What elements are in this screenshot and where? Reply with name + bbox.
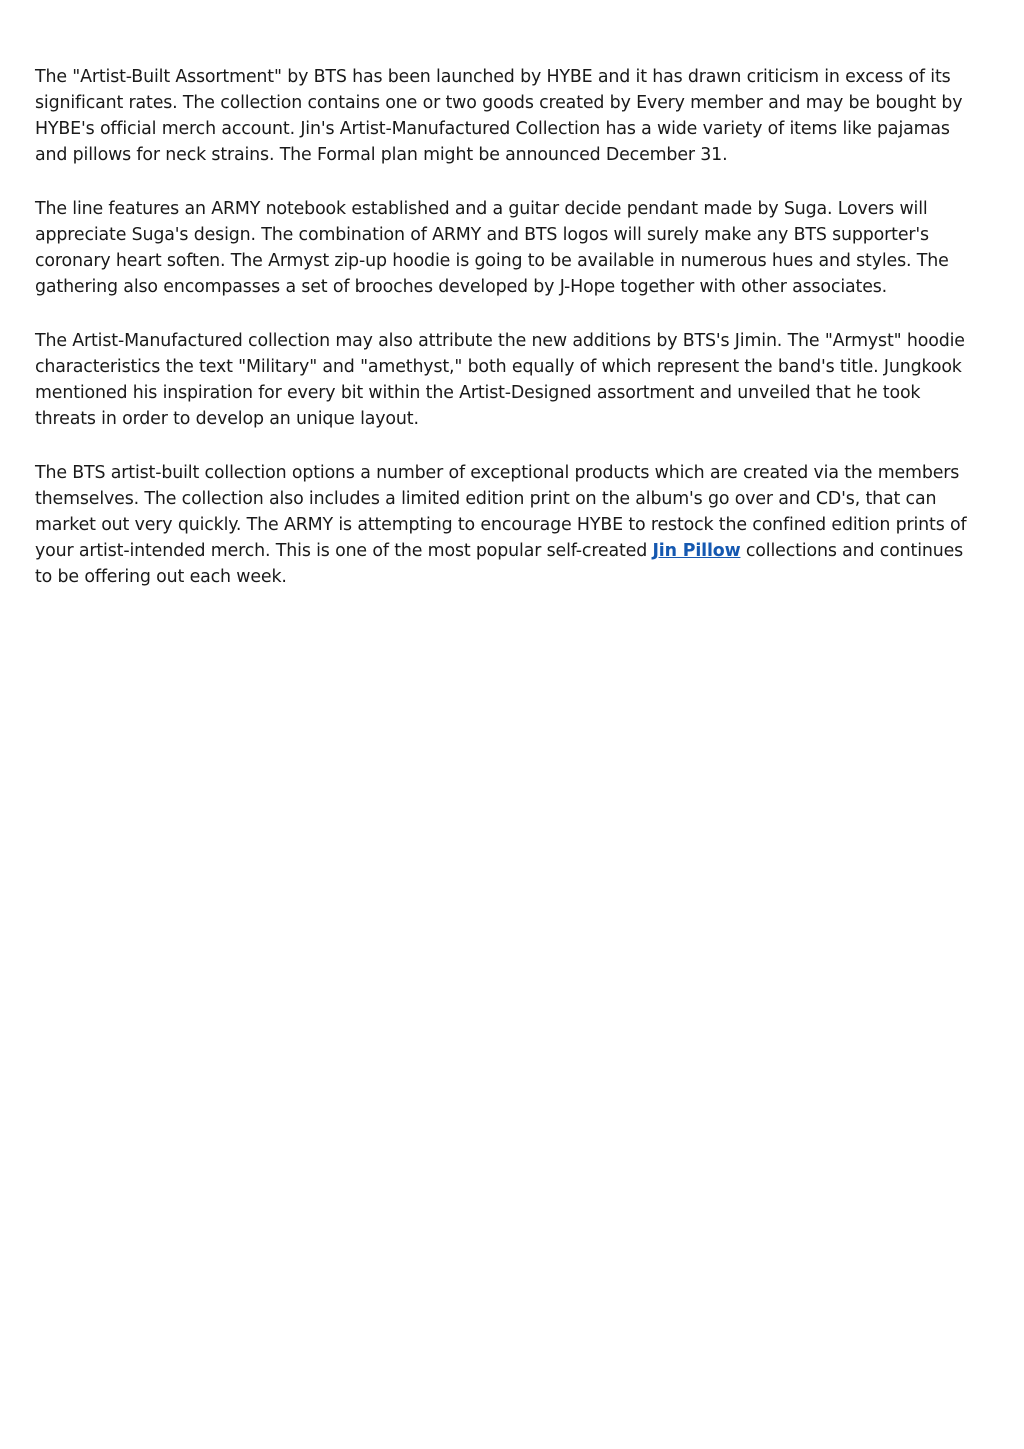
document-body — [35, 64, 985, 618]
paragraph-1: The "Artist-Built Assortment" by BTS has been launched by HYBE and it has drawn criticism in excess of its significant rates. The collection contains one or two goods created by Every member and may be bought by HYBE's official merch account. Jin's Artist-Manufactured Collection has a wide variety of items like pajamas and pillows for neck strains. The Formal plan might be announced December 31. — [35, 67, 963, 165]
paragraph-2: The line features an ARMY notebook established and a guitar decide pendant made by Suga. Lovers will appreciate Suga's design. The combination of ARMY and BTS logos will surely make any BTS supporter's coronary heart soften. The Armyst zip-up hoodie is going to be available in numerous hues and styles. The gathering also encompasses a set of brooches developed by J-Hope together with other associates. — [35, 199, 949, 297]
paragraph-4 — [35, 460, 985, 590]
paragraph-4-text-before-link: The BTS artist-built collection options a number of exceptional products which are created via the members themselves. The collection also includes a limited edition print on the album's go over and CD's, that can market out very quickly. The ARMY is attempting to encourage HYBE to restock the confined edition prints of your artist-intended merch. This is one of the most popular self-created — [35, 463, 967, 561]
paragraph-3: The Artist-Manufactured collection may also attribute the new additions by BTS's Jimin. The "Armyst" hoodie characteristics the text "Military" and "amethyst," both equally of which represent the band's title. Jungkook mentioned his inspiration for every bit within the Artist-Designed assortment and unveiled that he took threats in order to develop an unique layout. — [35, 331, 965, 429]
jin-pillow-link[interactable]: Jin Pillow — [652, 541, 741, 561]
paragraph-4-text-after-link: collections and continues to be offering out each week. — [35, 541, 964, 587]
